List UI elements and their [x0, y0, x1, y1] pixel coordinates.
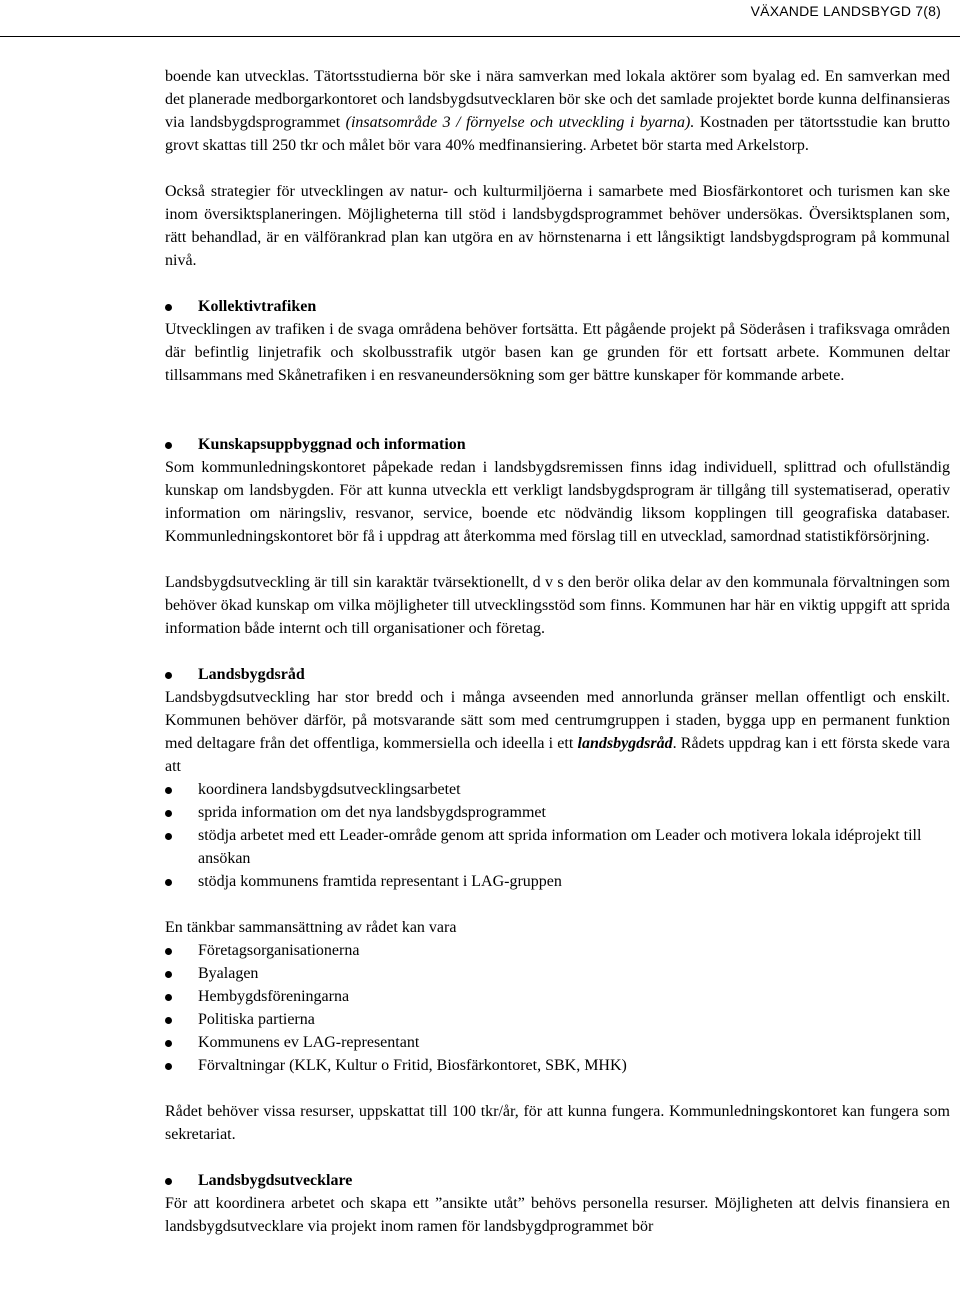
heading-kollektivtrafiken: Kollektivtrafiken	[165, 295, 950, 318]
document-body	[165, 65, 950, 1238]
bullet-icon	[165, 994, 172, 1001]
bullet-icon	[165, 948, 172, 955]
list-item: Byalagen	[165, 962, 950, 985]
paragraph-strategier: Också strategier för utvecklingen av natur- och kulturmiljöerna i samarbete med Biosfärkontoret och turismen kan ske inom översiktsplaneringen. Möjligheterna till stöd i landsbygdsprogrammet behöver undersökas. Översiktsplanen som, rätt behandlad, är en välförankrad plan kan utgöra en av hörnstenarna i ett långsiktigt landsbygdsprogram på kommunal nivå.	[165, 183, 950, 269]
heading-landsbygdsutvecklare: Landsbygdsutvecklare	[165, 1169, 950, 1192]
bold-term: landsbygdsråd	[577, 735, 673, 752]
list-item: Förvaltningar (KLK, Kultur o Fritid, Biosfärkontoret, SBK, MHK)	[165, 1054, 950, 1077]
list-item: stödja arbetet med ett Leader-område genom att sprida information om Leader och motivera lokala idéprojekt till ansökan	[165, 824, 950, 870]
list-item: stödja kommunens framtida representant i LAG-gruppen	[165, 870, 950, 893]
list-item: Kommunens ev LAG-representant	[165, 1031, 950, 1054]
member-list	[165, 939, 950, 1077]
list-item: sprida information om det nya landsbygdsprogrammet	[165, 801, 950, 824]
paragraph-resurser: Rådet behöver vissa resurser, uppskattat till 100 tkr/år, för att kunna fungera. Kommunledningskontoret kan fungera som sekretariat.	[165, 1103, 950, 1143]
bullet-icon	[165, 971, 172, 978]
paragraph-landsbygdsutvecklare: För att koordinera arbetet och skapa ett ”ansikte utåt” behövs personella resurser. Möjligheten att delvis finansiera en landsbygdsutvecklare via projekt inom ramen för landsbygdprogrammet bör	[165, 1195, 950, 1235]
bullet-icon	[165, 1178, 172, 1185]
list-item: Hembygdsföreningarna	[165, 985, 950, 1008]
paragraph-kollektivtrafiken: Utvecklingen av trafiken i de svaga områdena behöver fortsätta. Ett pågående projekt på Söderåsen i trafiksvaga områden där befintlig linjetrafik och skolbusstrafik utgör basen kan ge grunden för ett fortsatt arbete. Kommunen deltar tillsammans med Skånetrafiken i en resvaneundersökning som ger bättre kunskaper för kommande arbete.	[165, 321, 950, 384]
paragraph-kunskap-2: Landsbygdsutveckling är till sin karaktär tvärsektionellt, d v s den berör olika delar av den kommunala förvaltningen som behöver ökad kunskap om vilka möjligheter till utvecklingsstöd som finns. Kommunen har här en viktig uppgift att sprida information både internt och till organisationer och företag.	[165, 574, 950, 637]
bullet-icon	[165, 1063, 172, 1070]
list-item: Politiska partierna	[165, 1008, 950, 1031]
heading-kunskapsuppbyggnad: Kunskapsuppbyggnad och information	[165, 433, 950, 456]
header-rule	[0, 36, 960, 37]
list-item: koordinera landsbygdsutvecklingsarbetet	[165, 778, 950, 801]
list-item: Företagsorganisationerna	[165, 939, 950, 962]
composition-intro: En tänkbar sammansättning av rådet kan vara	[165, 919, 457, 936]
bullet-icon	[165, 442, 172, 449]
bullet-icon	[165, 1040, 172, 1047]
bullet-icon	[165, 1017, 172, 1024]
bullet-icon	[165, 810, 172, 817]
paragraph-kunskap-1: Som kommunledningskontoret påpekade redan i landsbygdsremissen finns idag individuell, splittrad och ofullständig kunskap om landsbygden. För att kunna utveckla ett verkligt landsbygdsprogram är tillgång till systematiserad, operativ information om näringsliv, resvanor, service, boende etc nödvändig liksom kopplingen till geografiska databaser. Kommunledningskontoret bör få i uppdrag att återkomma med förslag till en utvecklad, samordnad statistikförsörjning.	[165, 459, 950, 545]
paragraph-tatortsstudier: boende kan utvecklas. Tätortsstudierna bör ske i nära samverkan med lokala aktörer som byalag ed. En samverkan med det planerade medborgarkontoret och landsbygdsutvecklaren bör ske och det samlade projektet borde kunna delfinansieras via landsbygdsprogrammet (insatsområde 3 / förnyelse och utveckling i byarna). Kostnaden per tätortsstudie kan brutto grovt skattas till 250 tkr och målet bör vara 40% medfinansiering. Arbetet bör starta med Arkelstorp.	[165, 68, 951, 154]
bullet-icon	[165, 672, 172, 679]
page-header	[0, 0, 960, 40]
bullet-icon	[165, 787, 172, 794]
bullet-icon	[165, 879, 172, 886]
bullet-icon	[165, 833, 172, 840]
task-list	[165, 778, 950, 893]
heading-landsbygdsrad: Landsbygdsråd	[165, 663, 950, 686]
bullet-icon	[165, 304, 172, 311]
paragraph-landsbygdsrad: Landsbygdsutveckling har stor bredd och i många avseenden med annorlunda gränser mellan offentligt och enskilt. Kommunen behöver därför, på motsvarande sätt som med centrumgruppen i staden, bygga upp en permanent funktion med deltagare från det offentliga, kommersiella och ideella i ett landsbygdsråd. Rådets uppdrag kan i ett första skede vara att	[165, 689, 951, 775]
header-title: VÄXANDE LANDSBYGD 7(8)	[750, 3, 941, 19]
italic-reference: (insatsområde 3 / förnyelse och utveckling i byarna).	[345, 114, 695, 131]
